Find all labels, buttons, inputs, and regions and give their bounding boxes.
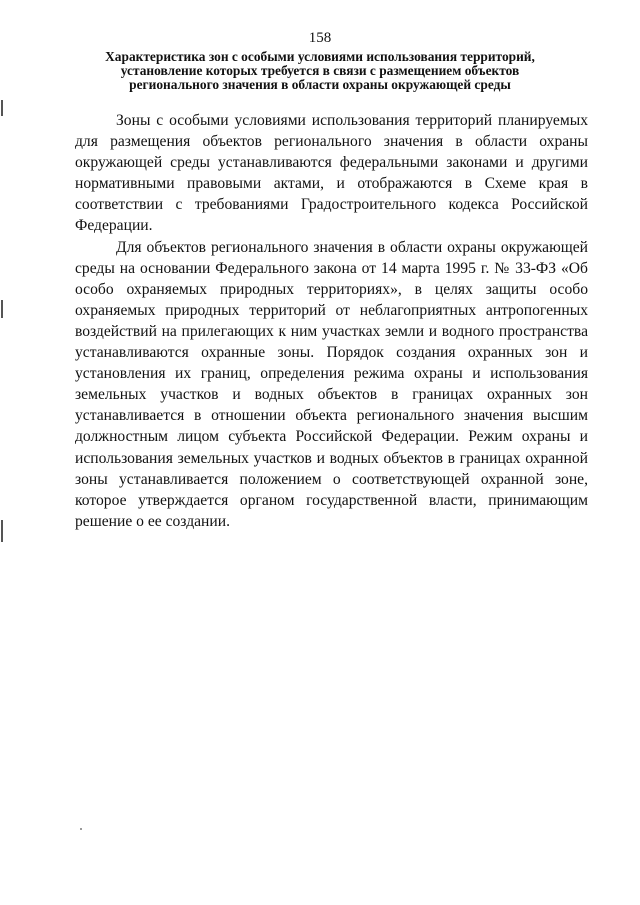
body-text [75, 110, 588, 532]
scan-mark [1, 100, 3, 116]
scan-mark [1, 300, 3, 318]
scan-mark [1, 520, 3, 542]
heading-line-2: установление которых требуется в связи с размещением объектов [120, 63, 520, 78]
heading-line-1: Характеристика зон с особыми условиями использования территорий, [105, 49, 535, 64]
section-heading [70, 50, 570, 92]
page-number: 158 [308, 30, 332, 46]
paragraph-zones-overview: Зоны с особыми условиями использования территорий планируемых для размещения объектов регионального значения в области охраны окружающей среды устанавливаются федеральными законами и другими нормативными правовыми актами, и отображаются в Схеме края в соответствии с требованиями Градостроительного кодекса Российской Федерации. [75, 112, 588, 235]
heading-line-3: регионального значения в области охраны окружающей среды [129, 77, 511, 92]
paragraph-protected-zones: Для объектов регионального значения в области охраны окружающей среды на основании Федерального закона от 14 марта 1995 г. № 33-ФЗ «Об особо охраняемых природных территориях», в целях защиты особо охраняемых природных территорий от неблагоприятных антропогенных воздействий на прилегающих к ним участках земли и водного пространства устанавливаются охранные зоны. Порядок создания охранных зон и установления их границ, определения режима охраны и использования земельных участков и водных объектов в границах охранных зон устанавливается в отношении объекта регионального значения высшим должностным лицом субъекта Российской Федерации. Режим охраны и использования земельных участков и водных объектов в границах охранной зоны устанавливается положением о соответствующей охранной зоне, которое утверждается органом государственной власти, принимающим решение о ее создании. [75, 238, 588, 530]
scan-dot [80, 828, 82, 830]
